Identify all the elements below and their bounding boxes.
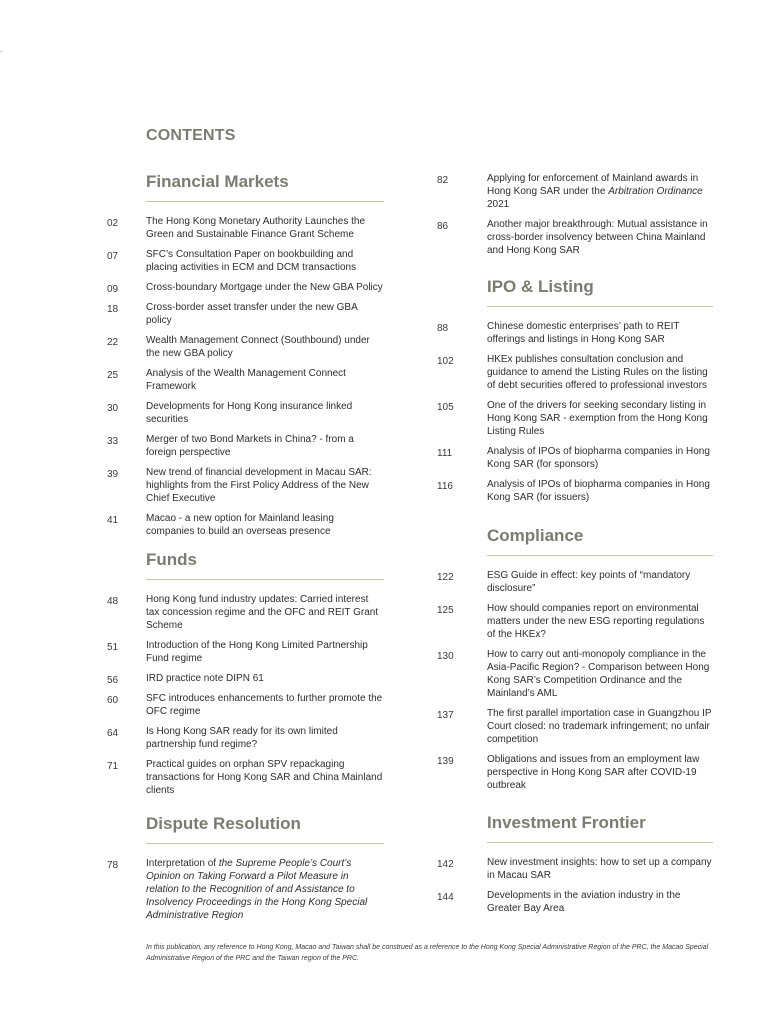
section-dispute-resolution-continued	[437, 172, 713, 264]
toc-page-number: 07	[107, 251, 119, 262]
toc-entry-title: Is Hong Kong SAR ready for its own limited partnership fund regime?	[146, 726, 338, 750]
toc-entry-title: Developments for Hong Kong insurance linked securities	[146, 401, 353, 425]
toc-entry-title: Hong Kong fund industry updates: Carried interest tax concession regime and the OFC and REIT Grant Scheme	[146, 594, 379, 631]
toc-entry-title	[487, 172, 713, 211]
toc-entry-title: Developments in the aviation industry in the Greater Bay Area	[487, 890, 681, 914]
toc-entry-title: Introduction of the Hong Kong Limited Partnership Fund regime	[146, 640, 368, 664]
toc-entry[interactable]	[437, 569, 713, 595]
toc-page-number: 18	[107, 304, 119, 315]
toc-entry[interactable]	[437, 602, 713, 641]
section-title-compliance: Compliance	[487, 526, 713, 556]
toc-page-number: 39	[107, 469, 119, 480]
toc-entry[interactable]	[437, 856, 713, 882]
toc-entry-title: Chinese domestic enterprises’ path to REIT offerings and listings in Hong Kong SAR	[487, 321, 680, 345]
toc-page-number: 02	[107, 218, 119, 229]
toc-page-number: 102	[437, 356, 454, 367]
toc-page-number: 111	[437, 448, 453, 459]
toc-entry[interactable]	[437, 353, 713, 392]
section-title-financial-markets: Financial Markets	[146, 172, 384, 202]
toc-entry-title: SFC’s Consultation Paper on bookbuilding and placing activities in ECM and DCM transactions	[146, 249, 357, 273]
toc-title-text: Applying for enforcement of Mainland awards in Hong Kong SAR under the	[487, 173, 699, 197]
toc-entry[interactable]	[437, 478, 713, 504]
toc-page-number: 86	[437, 221, 449, 232]
toc-entry[interactable]	[107, 367, 384, 393]
toc-entry[interactable]	[107, 466, 384, 505]
toc-entry-title: Cross-border asset transfer under the new GBA policy	[146, 302, 358, 326]
toc-entry[interactable]	[437, 889, 713, 915]
toc-entry[interactable]	[437, 707, 713, 746]
toc-entry[interactable]	[107, 692, 384, 718]
toc-entry-title: Another major breakthrough: Mutual assistance in cross-border insolvency between China Mainland and Hong Kong SAR	[487, 219, 708, 256]
toc-entry[interactable]	[107, 433, 384, 459]
toc-page-number: 56	[107, 675, 119, 686]
toc-page-number: 48	[107, 596, 119, 607]
toc-entry[interactable]	[437, 218, 713, 257]
section-funds	[107, 550, 384, 804]
toc-page-number: 64	[107, 728, 119, 739]
toc-entry-title: How should companies report on environmental matters under the new ESG reporting regulations of the HKEx?	[487, 603, 705, 640]
toc-entry[interactable]	[437, 320, 713, 346]
toc-entry-title: SFC introduces enhancements to further promote the OFC regime	[146, 693, 383, 717]
toc-entry[interactable]	[107, 672, 384, 686]
toc-page-number: 33	[107, 436, 119, 447]
toc-page-number: 139	[437, 756, 454, 767]
toc-entry[interactable]	[437, 648, 713, 700]
toc-entry[interactable]	[107, 400, 384, 426]
toc-title-text: Interpretation of	[146, 858, 219, 869]
toc-page-number: 125	[437, 605, 454, 616]
section-investment-frontier	[437, 813, 713, 922]
section-ipo-listing	[437, 277, 713, 511]
toc-page-number: 88	[437, 323, 449, 334]
toc-page-number: 116	[437, 481, 453, 492]
toc-entry-title: Practical guides on orphan SPV repackaging transactions for Hong Kong SAR and China Mainland clients	[146, 759, 383, 796]
toc-entry[interactable]	[107, 725, 384, 751]
toc-entry-title: Analysis of IPOs of biopharma companies in Hong Kong SAR (for sponsors)	[487, 446, 710, 470]
toc-entry-title: Wealth Management Connect (Southbound) under the new GBA policy	[146, 335, 370, 359]
toc-entry[interactable]	[437, 445, 713, 471]
section-financial-markets	[107, 172, 384, 545]
toc-entry[interactable]	[107, 334, 384, 360]
toc-entry-title: The Hong Kong Monetary Authority Launches the Green and Sustainable Finance Grant Scheme	[146, 216, 366, 240]
toc-page-number: 137	[437, 710, 454, 721]
toc-entry-title: New investment insights: how to set up a company in Macau SAR	[487, 857, 712, 881]
toc-entry-title: Analysis of the Wealth Management Connect Framework	[146, 368, 346, 392]
section-title-ipo-listing: IPO & Listing	[487, 277, 713, 307]
toc-entry-title: HKEx publishes consultation conclusion and guidance to amend the Listing Rules on the listing of debt securities offered to professional investors	[487, 354, 708, 391]
toc-entry-title: One of the drivers for seeking secondary listing in Hong Kong SAR - exemption from the Hong Kong Listing Rules	[487, 400, 708, 437]
section-compliance	[437, 526, 713, 799]
section-title-dispute-resolution: Dispute Resolution	[146, 814, 384, 844]
toc-entry[interactable]	[107, 857, 384, 922]
toc-entry[interactable]	[107, 512, 384, 538]
toc-entry[interactable]	[437, 399, 713, 438]
toc-page-number: 71	[107, 761, 119, 772]
section-title-funds: Funds	[146, 550, 384, 580]
toc-page-number: 122	[437, 572, 454, 583]
toc-entry-title: Analysis of IPOs of biopharma companies in Hong Kong SAR (for issuers)	[487, 479, 710, 503]
toc-entry[interactable]	[107, 758, 384, 797]
toc-entry[interactable]	[107, 639, 384, 665]
toc-page-number: 41	[107, 515, 119, 526]
toc-entry-title: Merger of two Bond Markets in China? - from a foreign perspective	[146, 434, 354, 458]
section-title-investment-frontier: Investment Frontier	[487, 813, 713, 843]
toc-entry[interactable]	[107, 248, 384, 274]
toc-page-number: 105	[437, 402, 454, 413]
toc-entry[interactable]	[437, 753, 713, 792]
toc-entry-title	[146, 857, 384, 922]
toc-page-number: 22	[107, 337, 119, 348]
toc-entry[interactable]	[107, 301, 384, 327]
toc-entry-title: Obligations and issues from an employment law perspective in Hong Kong SAR after COVID-19 outbreak	[487, 754, 700, 791]
toc-entry-title: Macao - a new option for Mainland leasing companies to build an overseas presence	[146, 513, 334, 537]
section-dispute-resolution	[107, 814, 384, 929]
toc-page-number: 60	[107, 695, 119, 706]
toc-title-text: 2021	[487, 199, 510, 210]
toc-entry-title: ESG Guide in effect: key points of “mandatory disclosure”	[487, 570, 691, 594]
toc-entry-title: The first parallel importation case in Guangzhou IP Court closed: no trademark infringement; no unfair competition	[487, 708, 712, 745]
toc-page-number: 130	[437, 651, 454, 662]
toc-page-number: 30	[107, 403, 119, 414]
toc-page-number: 78	[107, 860, 119, 871]
toc-title-italic: the Supreme People’s Court’s Opinion on Taking Forward a Pilot Measure in relation to the Recognition of and Assistance to Insolvency Proceedings in the Hong Kong Special Administrative Region	[146, 858, 368, 921]
toc-entry[interactable]	[107, 215, 384, 241]
toc-entry-title: How to carry out anti-monopoly compliance in the Asia-Pacific Region? - Comparison between Hong Kong SAR’s Competition Ordinance and the Mainland’s AML	[487, 649, 710, 699]
toc-entry[interactable]	[437, 172, 713, 211]
toc-entry[interactable]	[107, 593, 384, 632]
disclaimer: In this publication, any reference to Hong Kong, Macao and Taiwan shall be construed as a reference to the Hong Kong Special Administrative Region of the PRC, the Macao Special Administrative Region of the PRC and the Taiwan region of the PRC.	[146, 944, 709, 962]
toc-entry-title: Cross-boundary Mortgage under the New GBA Policy	[146, 282, 383, 293]
toc-entry-title: New trend of financial development in Macau SAR: highlights from the First Policy Address of the New Chief Executive	[146, 467, 372, 504]
toc-entry-title: IRD practice note DIPN 61	[146, 673, 264, 684]
corner-mark: .	[0, 45, 3, 54]
page-title: CONTENTS	[146, 127, 236, 144]
toc-page-number: 144	[437, 892, 454, 903]
toc-entry[interactable]	[107, 281, 384, 295]
toc-page-number: 82	[437, 175, 449, 186]
toc-page-number: 25	[107, 370, 119, 381]
toc-page-number: 09	[107, 284, 119, 295]
toc-page-number: 142	[437, 859, 454, 870]
toc-page-number: 51	[107, 642, 119, 653]
toc-title-italic: Arbitration Ordinance	[608, 186, 703, 197]
